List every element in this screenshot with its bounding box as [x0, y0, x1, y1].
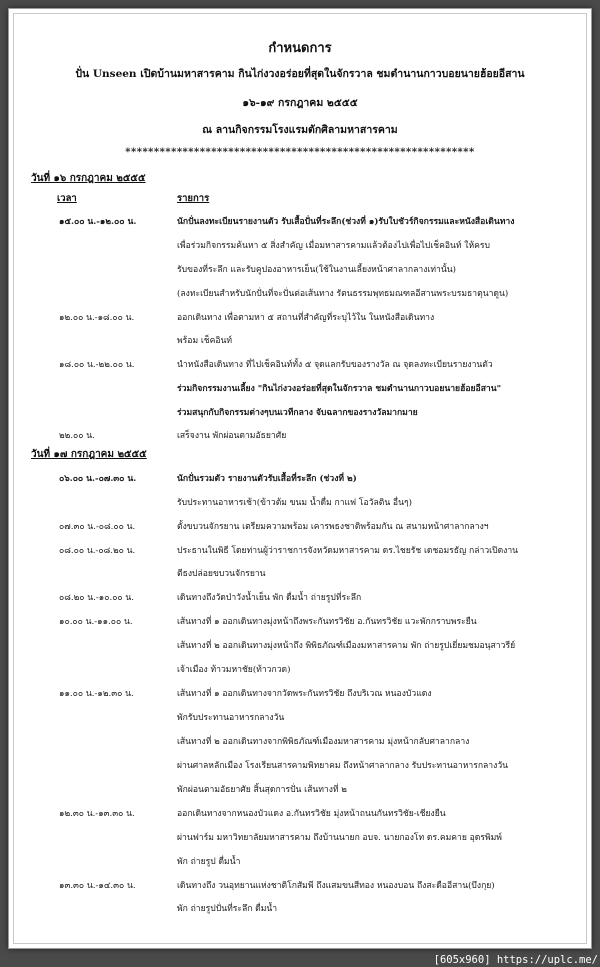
row-time: ๑๒.๐๐ น.-๑๘.๐๐ น. [59, 313, 135, 323]
item-column-header: รายการ [177, 193, 210, 204]
row-description: รับของที่ระลึก และรับคูปองอาหารเย็น(ใช้ในงานเลี้ยงหน้าศาลากลางเท่านั้น) [177, 265, 456, 275]
time-column-header: เวลา [57, 193, 77, 204]
row-description: ประธานในพิธี โดยท่านผู้ว่าราชการจังหวัดมหาสารคาม ดร.ไชยรัช เดชอมรธัญ กล่าวเปิดงาน [177, 546, 519, 556]
row-time: ๒๒.๐๐ น. [59, 431, 95, 441]
row-description: ตีธงปล่อยขบวนจักรยาน [177, 569, 266, 579]
row-description: พักรับประทานอาหารกลางวัน [177, 713, 285, 723]
row-description: ผ่านศาลหลักเมือง โรงเรียนสารคามพิทยาคม ถึงหน้าศาลากลาง รับประทานอาหารกลางวัน [177, 761, 509, 771]
row-description: เดินทางถึง วนอุทยานแห่งชาติโกสัมพี ถึงแสมขนสีทอง หนองบอน ถึงสะดืออีสาน(บึงกุย) [177, 881, 495, 891]
row-description: เจ้าเมือง ท้าวมหาชัย(ท้าวกวด) [177, 665, 291, 675]
row-description: เส้นทางที่ ๑ ออกเดินทางจากวัดพระกันทรวิชัย ถึงบริเวณ หนองบัวแดง [177, 689, 432, 699]
row-description: พร้อม เช็คอินท์ [177, 336, 233, 346]
row-description: ร่วมกิจกรรมงานเลี้ยง "กินไก่งวงอร่อยที่สุดในจักรวาล ชมตำนานกาวบอยนายฮ้อยอีสาน" [177, 384, 502, 394]
row-time: ๑๒.๓๐ น.-๑๓.๓๐ น. [59, 809, 135, 819]
row-time: ๑๓.๓๐ น.-๑๔.๓๐ น. [59, 881, 136, 891]
row-description: เส้นทางที่ ๑ ออกเดินทางมุ่งหน้าถึงพระกันทรวิชัย อ.กันทรวิชัย แวะพักกราบพระยืน [177, 617, 477, 627]
row-time: ๑๐.๐๐ น.-๑๑.๐๐ น. [59, 617, 133, 627]
row-description: รับประทานอาหารเช้า(ข้าวต้ม ขนม น้ำดื่ม กาแฟ โอวัลติน อื่นๆ) [177, 498, 412, 508]
row-description: พัก ถ่ายรูป ดื่มน้ำ [177, 857, 241, 867]
row-description: นำหนังสือเดินทาง ที่ไปเช็คอินท์ทั้ง ๕ จุดแลกรับของรางวัล ณ จุดลงทะเบียนรายงานตัว [177, 360, 493, 370]
doc-subtitle: ปั่น Unseen เปิดบ้านมหาสารคาม กินไก่งวงอร่อยที่สุดในจักรวาล ชมตำนานกาวบอยนายฮ้อยอีสาน [75, 68, 525, 80]
row-time: ๑๕.๐๐ น.-๑๒.๐๐ น. [59, 217, 137, 227]
day1-heading: วันที่ ๑๖ กรกฎาคม ๒๕๕๕ [31, 173, 146, 184]
row-description: ผ่านฟาร์ม มหาวิทยาลัยมหาสารคาม ถึงบ้านนายก อบจ. นายกองโท ดร.คมคาย อุดรพิมพ์ [177, 833, 502, 843]
doc-date: ๑๖-๑๙ กรกฎาคม ๒๕๕๕ [242, 97, 358, 109]
row-description: นักปั่นลงทะเบียนรายงานตัว รับเสื้อปั่นที่ระลึก(ช่วงที่ ๑)รับใบชัวร์กิจกรรมและหนังสือเดินทาง [177, 217, 515, 227]
row-description: ร่วมสนุกกับกิจกรรมต่างๆบนเวทีกลาง จับฉลากของรางวัลมากมาย [177, 408, 418, 418]
document-page [8, 8, 592, 949]
row-time: ๑๑.๐๐ น.-๑๒.๓๐ น. [59, 689, 134, 699]
row-description: ตั้งขบวนจักรยาน เตรียมความพร้อม เคารพธงชาติพร้อมกัน ณ สนามหน้าศาลากลางฯ [177, 522, 489, 532]
star-divider: ************************************************************* [125, 147, 475, 158]
row-description: พัก ถ่ายรูปปั่นที่ระลึก ดื่มน้ำ [177, 904, 278, 914]
row-time: ๐๘.๐๐ น.-๐๘.๒๐ น. [59, 546, 136, 556]
doc-title: กำหนดการ [268, 41, 332, 56]
row-time: ๑๘.๐๐ น.-๒๒.๐๐ น. [59, 360, 135, 370]
row-description: เดินทางถึงวัดป่าวังน้ำเย็น พัก ดื่มน้ำ ถ่ายรูปที่ระลึก [177, 593, 362, 603]
row-description: เส้นทางที่ ๒ ออกเดินทางมุ่งหน้าถึง พิพิธภัณฑ์เมืองมหาสารคาม พัก ถ่ายรูปเยี่ยมชมอนุสาวรีย์ [177, 641, 516, 651]
doc-venue: ณ ลานกิจกรรมโรงแรมตักศิลามหาสารคาม [202, 124, 398, 136]
row-description: ออกเดินทางจากหนองบัวแดง อ.กันทรวิชัย มุ่งหน้าถนนกันทรวิชัย-เชียงยืน [177, 809, 446, 819]
row-description: ออกเดินทาง เพื่อตามหา ๕ สถานที่สำคัญที่ระบุไว้ใน ในหนังสือเดินทาง [177, 313, 435, 323]
row-description: พักผ่อนตามอัธยาศัย สิ้นสุดการปั่น เส้นทางที่ ๒ [177, 785, 347, 795]
day2-heading: วันที่ ๑๗ กรกฎาคม ๒๕๕๕ [31, 449, 147, 460]
row-description: (ลงทะเบียนสำหรับนักปั่นที่จะปั่นต่อเส้นทาง รัตนธรรมพุทธมณฑลอีสานพระบรมธาตุนาดูน) [177, 289, 509, 299]
row-time: ๐๗.๓๐ น.-๐๘.๐๐ น. [59, 522, 136, 532]
row-time: ๐๘.๒๐ น.-๑๐.๐๐ น. [59, 593, 135, 603]
row-description: เพื่อร่วมกิจกรรมค้นหา ๕ สิ่งสำคัญ เมื่อมหาสารคามแล้วต้องไปเพื่อไปเช็คอินท์ ให้ครบ [177, 241, 490, 251]
row-description: เส้นทางที่ ๒ ออกเดินทางจากพิพิธภัณฑ์เมืองมหาสารคาม มุ่งหน้ากลับศาลากลาง [177, 737, 470, 747]
row-description: เสร็จงาน พักผ่อนตามอัธยาศัย [177, 431, 287, 441]
row-time: ๐๖.๐๐ น.-๐๗.๓๐ น. [59, 474, 137, 484]
row-description: นักปั่นรวมตัว รายงานตัวรับเสื้อที่ระลึก (ช่วงที่ ๒) [177, 474, 357, 484]
image-size-watermark: [605x960] https://uplc.me/ [433, 954, 598, 966]
